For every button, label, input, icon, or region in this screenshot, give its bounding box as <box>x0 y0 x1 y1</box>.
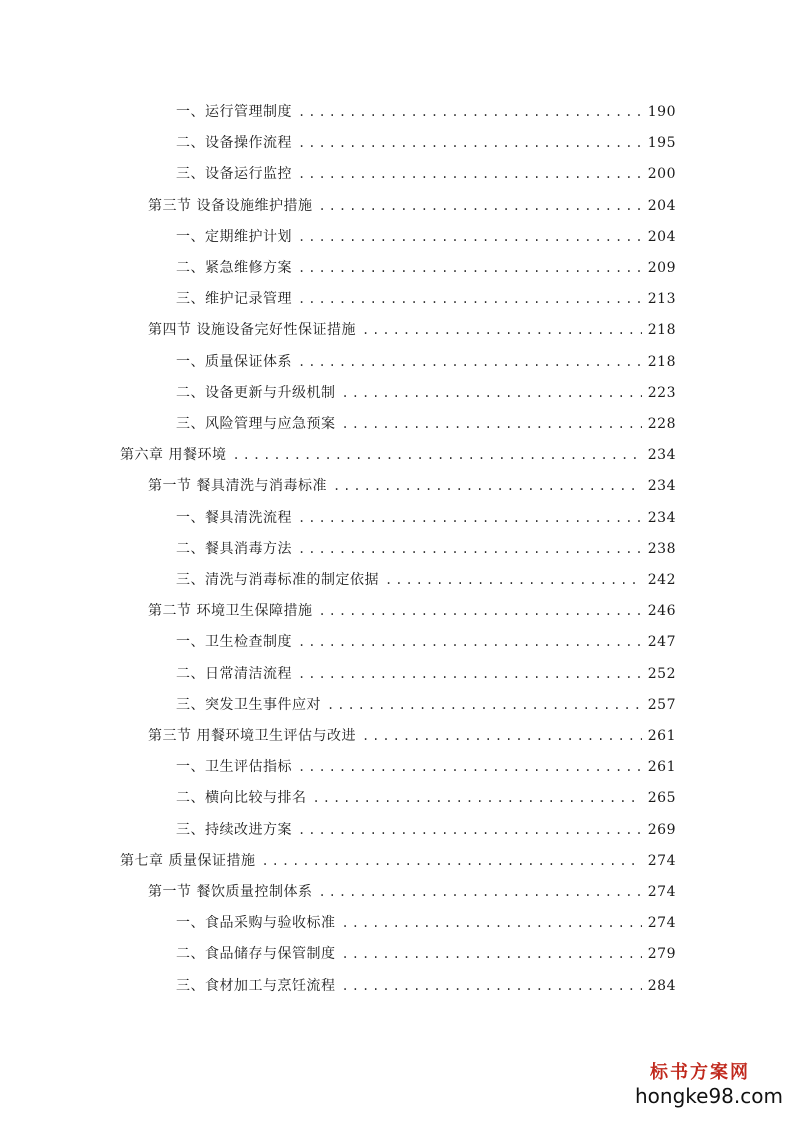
toc-page-number: 284 <box>647 977 676 994</box>
toc-subsection-entry <box>176 538 676 560</box>
toc-subsection-entry <box>176 226 676 248</box>
toc-dot-leader <box>333 475 642 497</box>
watermark-domain: hongke98.com <box>635 1084 783 1108</box>
toc-entry-label: 二、餐具消毒方法 <box>176 540 292 557</box>
toc-subsection-entry <box>176 507 676 529</box>
toc-entry-label: 一、餐具清洗流程 <box>176 509 292 526</box>
toc-subsection-entry <box>176 351 676 373</box>
toc-dot-leader <box>313 787 642 809</box>
toc-chapter-entry <box>120 850 676 872</box>
toc-dot-leader <box>298 819 642 841</box>
toc-section-entry <box>148 881 676 903</box>
toc-dot-leader <box>298 631 642 653</box>
toc-chapter-entry <box>120 444 676 466</box>
toc-entry-label: 三、清洗与消毒标准的制定依据 <box>176 572 379 588</box>
toc-subsection-entry <box>176 631 676 653</box>
toc-subsection-entry <box>176 694 676 716</box>
toc-subsection-entry <box>176 912 676 934</box>
toc-subsection-entry <box>176 382 676 404</box>
toc-dot-leader <box>298 226 642 248</box>
toc-subsection-entry <box>176 101 676 123</box>
toc-entry-label: 第三节 用餐环境卫生评估与改进 <box>148 728 356 744</box>
toc-page-number: 195 <box>647 135 676 152</box>
toc-page-number: 274 <box>647 884 676 900</box>
toc-subsection-entry <box>176 975 676 997</box>
toc-section-entry <box>148 319 676 341</box>
toc-entry-label: 三、维护记录管理 <box>176 291 292 308</box>
toc-page-number: 204 <box>647 197 676 214</box>
toc-page-number: 265 <box>647 790 676 807</box>
toc-page-number: 200 <box>647 166 676 183</box>
toc-page-number: 247 <box>647 634 676 651</box>
toc-page-number: 213 <box>647 291 676 308</box>
toc-dot-leader <box>298 351 642 373</box>
toc-dot-leader <box>362 319 642 341</box>
toc-entry-label: 一、运行管理制度 <box>176 104 292 120</box>
toc-dot-leader <box>318 881 641 903</box>
toc-entry-label: 第四节 设施设备完好性保证措施 <box>148 322 356 339</box>
toc-entry-label: 一、卫生检查制度 <box>176 634 292 651</box>
toc-dot-leader <box>261 850 641 872</box>
toc-page-number: 234 <box>647 478 676 495</box>
toc-page-number: 274 <box>647 915 676 932</box>
toc-subsection-entry <box>176 663 676 685</box>
toc-dot-leader <box>298 163 642 185</box>
toc-page-number: 261 <box>647 759 676 776</box>
toc-dot-leader <box>298 507 642 529</box>
toc-dot-leader <box>298 663 642 685</box>
toc-page-number: 228 <box>647 416 676 432</box>
toc-entry-label: 二、设备操作流程 <box>176 135 292 152</box>
toc-section-entry <box>148 475 676 497</box>
toc-page-number: 209 <box>647 260 676 276</box>
toc-dot-leader <box>298 288 642 310</box>
toc-page-number: 269 <box>647 821 676 838</box>
toc-page-number: 252 <box>647 665 676 682</box>
toc-page-number: 234 <box>647 509 676 526</box>
toc-section-entry <box>148 195 676 217</box>
toc-page-number: 274 <box>647 852 676 869</box>
toc-entry-label: 第七章 质量保证措施 <box>120 852 256 869</box>
toc-entry-label: 三、设备运行监控 <box>176 166 292 183</box>
toc-page-number: 218 <box>647 322 676 339</box>
toc-page-number: 238 <box>647 540 676 557</box>
toc-entry-label: 三、持续改进方案 <box>176 821 292 838</box>
toc-page-number: 257 <box>647 696 676 713</box>
site-watermark <box>635 1062 783 1108</box>
toc-subsection-entry <box>176 132 676 154</box>
toc-entry-label: 一、卫生评估指标 <box>176 759 292 776</box>
toc-page-number: 279 <box>647 946 676 963</box>
toc-page-number: 204 <box>647 228 676 245</box>
toc-dot-leader <box>342 943 642 965</box>
toc-page-number: 223 <box>647 384 676 401</box>
toc-entry-label: 一、食品采购与验收标准 <box>176 915 336 932</box>
toc-subsection-entry <box>176 756 676 778</box>
watermark-site-name: 标书方案网 <box>650 1062 750 1083</box>
toc-entry-label: 二、设备更新与升级机制 <box>176 384 336 401</box>
toc-dot-leader <box>342 912 642 934</box>
toc-dot-leader <box>298 257 642 279</box>
toc-page-number: 261 <box>647 728 676 744</box>
toc-entry-label: 二、食品储存与保管制度 <box>176 946 336 963</box>
toc-page-number: 218 <box>647 353 676 370</box>
toc-page-number: 246 <box>647 603 676 620</box>
toc-dot-leader <box>342 975 642 997</box>
toc-dot-leader <box>298 132 642 154</box>
toc-entry-label: 二、横向比较与排名 <box>176 790 307 807</box>
toc-dot-leader <box>327 694 642 716</box>
toc-section-entry <box>148 725 676 747</box>
toc-dot-leader <box>362 725 642 747</box>
toc-entry-label: 三、风险管理与应急预案 <box>176 416 336 432</box>
toc-entry-label: 二、紧急维修方案 <box>176 260 292 276</box>
toc-subsection-entry <box>176 288 676 310</box>
toc-section-entry <box>148 600 676 622</box>
toc-subsection-entry <box>176 163 676 185</box>
toc-dot-leader <box>298 538 642 560</box>
toc-subsection-entry <box>176 569 676 591</box>
toc-dot-leader <box>298 756 642 778</box>
toc-entry-label: 一、定期维护计划 <box>176 228 292 245</box>
toc-entry-label: 第六章 用餐环境 <box>120 447 227 464</box>
toc-entry-label: 一、质量保证体系 <box>176 353 292 370</box>
toc-entry-label: 第三节 设备设施维护措施 <box>148 197 313 214</box>
toc-subsection-entry <box>176 413 676 435</box>
toc-entry-label: 三、食材加工与烹饪流程 <box>176 977 336 994</box>
toc-dot-leader <box>298 101 642 123</box>
toc-dot-leader <box>342 382 642 404</box>
toc-subsection-entry <box>176 787 676 809</box>
toc-page-number: 234 <box>647 447 676 464</box>
toc-entry-label: 第二节 环境卫生保障措施 <box>148 603 313 620</box>
toc-entry-label: 第一节 餐饮质量控制体系 <box>148 884 313 900</box>
toc-dot-leader <box>385 569 642 591</box>
toc-dot-leader <box>232 444 641 466</box>
toc-subsection-entry <box>176 943 676 965</box>
toc-entry-label: 二、日常清洁流程 <box>176 665 292 682</box>
toc-entry-label: 三、突发卫生事件应对 <box>176 696 321 713</box>
toc-dot-leader <box>318 600 641 622</box>
toc-subsection-entry <box>176 819 676 841</box>
toc-subsection-entry <box>176 257 676 279</box>
toc-dot-leader <box>318 195 641 217</box>
toc-page-number: 242 <box>647 572 676 588</box>
toc-entry-label: 第一节 餐具清洗与消毒标准 <box>148 478 327 495</box>
toc-page-number: 190 <box>647 104 676 120</box>
toc-dot-leader <box>342 413 642 435</box>
